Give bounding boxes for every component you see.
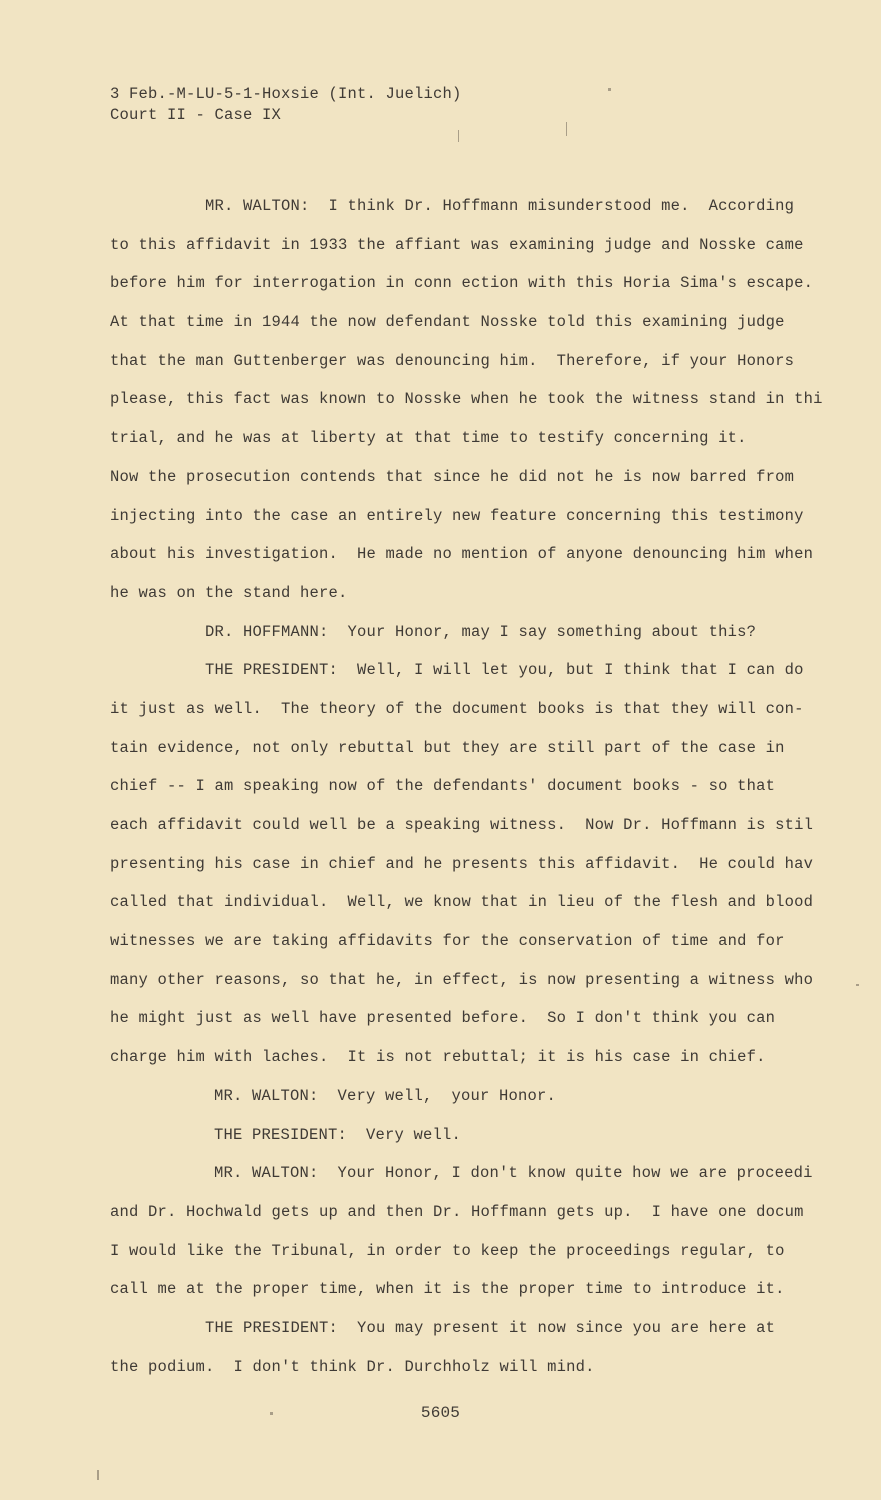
transcript-line: DR. HOFFMANN: Your Honor, may I say something about this? xyxy=(205,622,757,641)
paper-speck xyxy=(97,1470,99,1480)
transcript-line: injecting into the case an entirely new feature concerning this testimony xyxy=(110,506,804,525)
transcript-line: trial, and he was at liberty at that time to testify concerning it. xyxy=(110,429,747,448)
transcript-body xyxy=(110,196,840,1395)
transcript-line: charge him with laches. It is not rebuttal; it is his case in chief. xyxy=(110,1048,766,1067)
paper-speck xyxy=(458,130,459,142)
paper-speck xyxy=(856,984,859,986)
transcript-line: Now the prosecution contends that since he did not he is now barred from xyxy=(110,467,795,486)
transcript-line: he was on the stand here. xyxy=(110,583,348,602)
transcript-line: please, this fact was known to Nosske when he took the witness stand in thi xyxy=(110,390,823,409)
transcript-line: called that individual. Well, we know that in lieu of the flesh and blood xyxy=(110,893,814,912)
transcript-line: MR. WALTON: Your Honor, I don't know quite how we are proceedi xyxy=(214,1164,813,1183)
transcript-line: many other reasons, so that he, in effect, is now presenting a witness who xyxy=(110,970,814,989)
paper-speck xyxy=(566,122,567,136)
document-header xyxy=(110,84,462,126)
transcript-line: the podium. I don't think Dr. Durchholz will mind. xyxy=(110,1357,595,1376)
transcript-line: call me at the proper time, when it is the proper time to introduce it. xyxy=(110,1280,785,1299)
paper-speck xyxy=(608,88,611,91)
transcript-line: to this affidavit in 1933 the affiant was examining judge and Nosske came xyxy=(110,235,804,254)
transcript-line: it just as well. The theory of the document books is that they will con- xyxy=(110,699,804,718)
transcript-line: before him for interrogation in conn ection with this Horia Sima's escape. xyxy=(110,274,814,293)
page-number: 5605 xyxy=(420,1404,461,1422)
transcript-line: THE PRESIDENT: Well, I will let you, but I think that I can do xyxy=(205,661,804,680)
transcript-line: about his investigation. He made no mention of anyone denouncing him when xyxy=(110,545,814,564)
header-reference-line: 3 Feb.-M-LU-5-1-Hoxsie (Int. Juelich) xyxy=(110,85,462,103)
transcript-line: tain evidence, not only rebuttal but they are still part of the case in xyxy=(110,738,785,757)
header-court-line: Court II - Case IX xyxy=(110,106,282,124)
transcript-line: THE PRESIDENT: Very well. xyxy=(214,1125,462,1144)
transcript-line: MR. WALTON: Very well, your Honor. xyxy=(214,1086,557,1105)
transcript-line: THE PRESIDENT: You may present it now since you are here at xyxy=(205,1318,776,1337)
transcript-line: he might just as well have presented before. So I don't think you can xyxy=(110,1009,776,1028)
transcript-line: and Dr. Hochwald gets up and then Dr. Hoffmann gets up. I have one docum xyxy=(110,1202,804,1221)
transcript-line: At that time in 1944 the now defendant Nosske told this examining judge xyxy=(110,313,785,332)
transcript-line: witnesses we are taking affidavits for the conservation of time and for xyxy=(110,932,785,951)
paper-speck xyxy=(270,1412,273,1415)
transcript-line: chief -- I am speaking now of the defendants' document books - so that xyxy=(110,777,776,796)
transcript-line: presenting his case in chief and he presents this affidavit. He could hav xyxy=(110,854,814,873)
transcript-line: that the man Guttenberger was denouncing him. Therefore, if your Honors xyxy=(110,351,795,370)
transcript-line: I would like the Tribunal, in order to keep the proceedings regular, to xyxy=(110,1241,785,1260)
transcript-line: each affidavit could well be a speaking witness. Now Dr. Hoffmann is stil xyxy=(110,816,814,834)
transcript-line: MR. WALTON: I think Dr. Hoffmann misunderstood me. According xyxy=(205,197,795,215)
